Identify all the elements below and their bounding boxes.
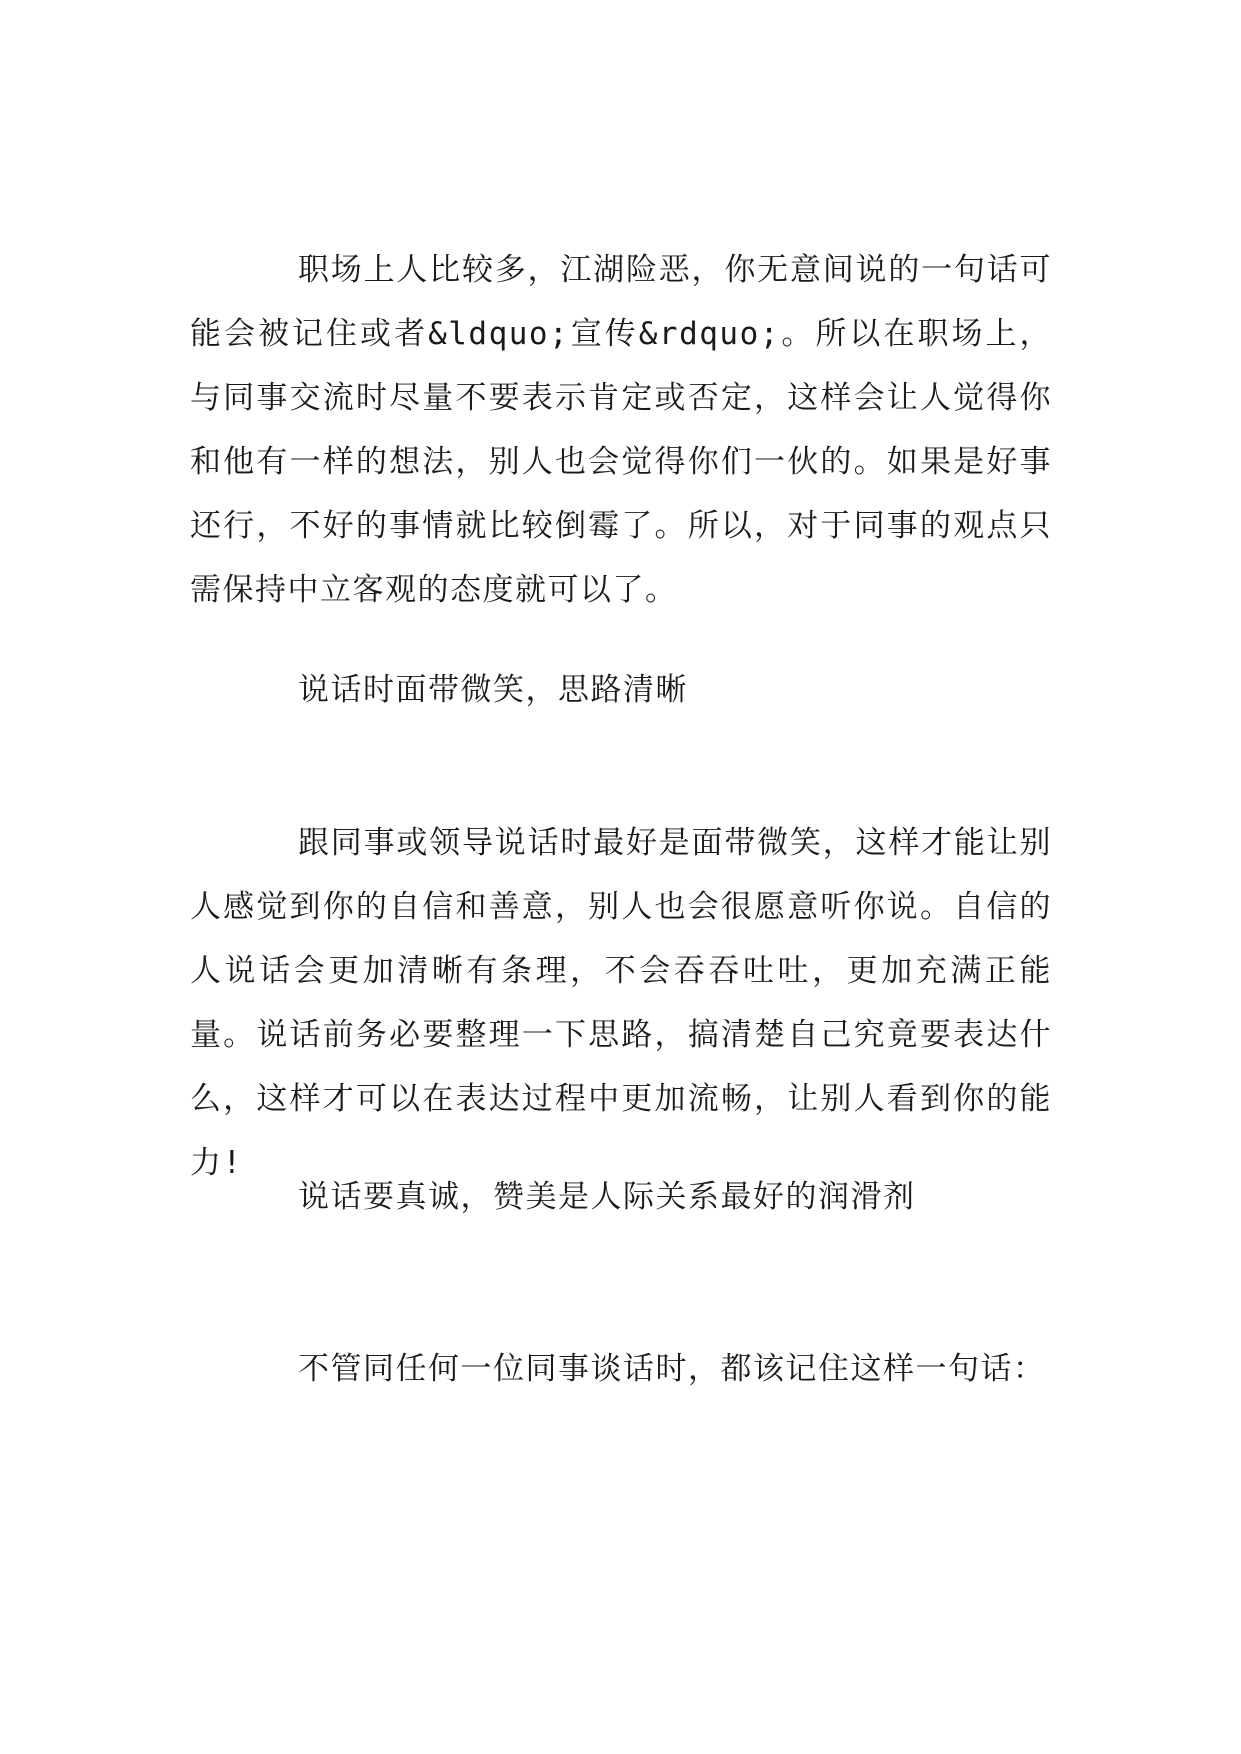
section-heading-smile: 说话时面带微笑，思路清晰 — [298, 672, 688, 708]
paragraph-workplace-caution: 职场上人比较多，江湖险恶，你无意间说的一句话可能会被记住或者&ldquo;宣传&rdquo;。所以在职场上，与同事交流时尽量不要表示肯定或否定，这样会让人觉得你和他有一样的想法，别人也会觉得你们一伙的。如果是好事还行，不好的事情就比较倒霉了。所以，对于同事的观点只需保持中立客观的态度就可以了。 — [190, 252, 1052, 608]
paragraph-smile-clear-thinking: 跟同事或领导说话时最好是面带微笑，这样才能让别人感觉到你的自信和善意，别人也会很愿意听你说。自信的人说话会更加清晰有条理，不会吞吞吐吐，更加充满正能量。说话前务必要整理一下思路，搞清楚自己究竟要表达什么，这样才可以在表达过程中更加流畅，让别人看到你的能力! — [190, 825, 1052, 1181]
section-heading-sincerity: 说话要真诚，赞美是人际关系最好的润滑剂 — [298, 1179, 916, 1215]
paragraph-sincerity: 不管同任何一位同事谈话时，都该记住这样一句话： — [298, 1351, 1046, 1387]
